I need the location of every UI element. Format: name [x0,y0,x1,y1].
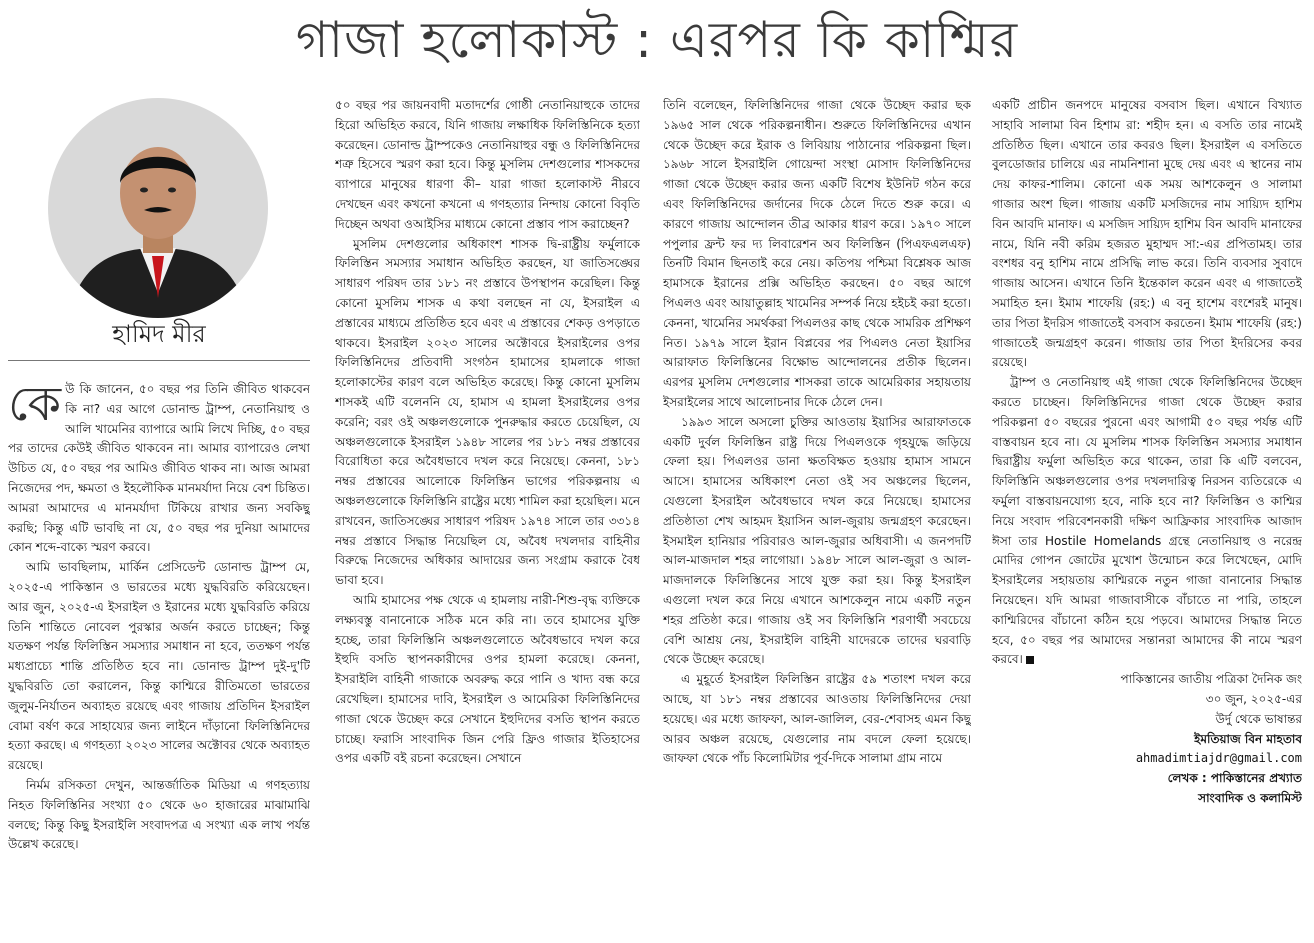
column-2 [335,96,640,940]
paragraph: ১৯৯৩ সালে অসলো চুক্তির আওতায় ইয়াসির আরাফাতকে একটি দুর্বল ফিলিস্তিন রাষ্ট্র দিয়ে পিএলওকে গৃহযুদ্ধে জড়িয়ে ফেলা হয়। পিএলওর ডানা ক্ষতবিক্ষত হওয়ায় হামাস সামনে আসে। হামাসের অধিকাংশ নেতা ওই সব অঞ্চলের ছিলেন, যেগুলো ইসরাইল অবৈধভাবে দখল করে নিয়েছে। হামাসের প্রতিষ্ঠাতা শেখ আহমদ ইয়াসিন আল-জুরায় জন্মগ্রহণ করেছেন। ইসমাইল হানিয়ার পরিবারও আল-জুরার অধিবাসী। এ জনপদটি আল-মাজদাল শহর লাগোয়া। ১৯৪৮ সালে আল-জুরা ও আল-মাজদালকে ফিলিস্তিনের সাথে যুক্ত করা হয়। কিন্তু ইসরাইল এগুলো দখল করে নিয়ে এখানে আশকেলুন নামে একটি নতুন শহর প্রতিষ্ঠা করে। গাজায় ওই সব ফিলিস্তিনি শরণার্থী সবচেয়ে বেশি আশ্রয় নেয়, ইসরাইলি বাহিনী যাদেরকে তাদের ঘরবাড়ি থেকে উচ্ছেদ করেছে। [663,414,971,667]
headline: গাজা হলোকাস্ট : এরপর কি কাশ্মির [295,11,1019,69]
author-description-2: সাংবাদিক ও কলামিস্ট [1198,790,1302,805]
paragraph: নির্মম রসিকতা দেখুন, আন্তর্জাতিক মিডিয়া এ গণহত্যায় নিহত ফিলিস্তিনির সংখ্যা ৫০ থেকে ৬০ হাজারের মাঝামাঝি বলছে; কিন্তু কিছু ইসরাইলি সংবাদপত্র এ সংখ্যা এক লাখ পর্যন্ত উল্লেখ করেছে। [8,777,310,852]
paragraph: তিনি বলেছেন, ফিলিস্তিনিদের গাজা থেকে উচ্ছেদ করার ছক ১৯৬৫ সাল থেকে পরিকল্পনাধীন। শুরুতে ফিলিস্তিনিদের এখান থেকে উচ্ছেদ করে ইরাক ও লিবিয়ায় পাঠানোর পরিকল্পনা ছিল। ১৯৬৮ সালে ইসরাইলি গোয়েন্দা সংস্থা মোসাদ ফিলিস্তিনিদের গাজা থেকে উচ্ছেদ করার জন্য একটি বিশেষ ইউনিট গঠন করে এবং ফিলিস্তিনিদের জর্দানের দিকে ঠেলে দিতে শুরু করে। এ কারণে গাজায় আন্দোলন তীব্র আকার ধারণ করে। ১৯৭০ সালে পপুলার ফ্রন্ট ফর দ্য লিবারেশন অব ফিলিস্তিন (পিএফএলএফ) তিনটি বিমান ছিনতাই করে নেয়। কতিপয় পশ্চিমা বিশ্লেষক আজ হামাসকে ইরানের প্রক্সি অভিহিত করছেন। ৫০ বছর আগে পিএলও এবং আয়াতুল্লাহ খামেনির সম্পর্ক নিয়ে হইচই করা হতো। কেননা, খামেনির সমর্থকরা পিএলওর কাছ থেকে সামরিক প্রশিক্ষণ নিত। ১৯৭৯ সালে ইরান বিপ্লবের পর পিএলও নেতা ইয়াসির আরাফাত ফিলিস্তিনের বিক্ষোভ আন্দোলনের প্রতীক ছিলেন। এরপর মুসলিম দেশগুলোর শাসকরা তাকে আমেরিকার সহায়তায় ইসরাইলের সাথে আলোচনার দিকে ঠেলে দেন। [663,98,971,409]
paragraph: মুসলিম দেশগুলোর অধিকাংশ শাসক দ্বি-রাষ্ট্রীয় ফর্মুলাকে ফিলিস্তিন সমস্যার সমাধান অভিহিত করছেন, যা জাতিসঙ্ঘের সাধারণ পরিষদ তার ১৮১ নং প্রস্তাবে উপস্থাপন করেছিল। কিন্তু কোনো মুসলিম শাসক এ কথা বলছেন না যে, ইসরাইল এ প্রস্তাবের মাধ্যমে প্রতিষ্ঠিত হবে এবং এ প্রস্তাবের শেকড় ওপড়াতে থাকবে। ইসরাইল ২০২৩ সালের অক্টোবরে ইসরাইলের ওপর ফিলিস্তিনিদের প্রতিবাদী সংগঠন হামাসের হামলাকে গাজা হলোকাস্টের কারণ বলে অভিহিত করেছে। কিন্তু কোনো মুসলিম শাসকই এটি বলেননি যে, হামাস এ হামলা ইসরাইলের ওপর করেনি; বরং ওই অঞ্চলগুলোকে পুনরুদ্ধার করতে চেয়েছিল, যে অঞ্চলগুলোকে ইসরাইল ১৯৪৮ সালের পর ১৮১ নম্বর প্রস্তাবের বিরোধিতা করে অবৈধভাবে দখল করে নিয়েছে। কেননা, ১৮১ নম্বর প্রস্তাবের আলোকে ফিলিস্তিন ভাগের পরিকল্পনায় এ অঞ্চলগুলোকে ফিলিস্তিনি রাষ্ট্রের মধ্যে শামিল করা হয়েছিল। মনে রাখবেন, জাতিসঙ্ঘের সাধারণ পরিষদ ১৯৭৪ সালে তার ৩৩১৪ নম্বর প্রস্তাবে সিদ্ধান্ত নিয়েছিল যে, অবৈধ দখলদার বাহিনীর বিরুদ্ধে নিজেদের অধিকার আদায়ের জন্য সংগ্রাম করাকে বৈধ ভাবা হবে। [335,236,640,588]
column-3 [663,96,971,940]
end-mark-icon [1026,656,1034,664]
author-portrait [48,98,268,318]
author-description: লেখক : পাকিস্তানের প্রখ্যাত [1167,771,1302,786]
translator-name: ইমতিয়াজ বিন মাহতাব [1194,731,1302,746]
author-name: হামিদ মীর [112,320,206,348]
paragraph: আমি ভাবছিলাম, মার্কিন প্রেসিডেন্ট ডোনাল্ড ট্রাম্প মে, ২০২৫-এ পাকিস্তান ও ভারতের মধ্যে যুদ্ধবিরতি করিয়েছেন। আর জুন, ২০২৫-এ ইসরাইল ও ইরানের মধ্যে যুদ্ধবিরতি করিয়ে তিনি শান্তিতে নোবেল পুরস্কার অর্জন করতে চাচ্ছেন; কিন্তু যতক্ষণ পর্যন্ত ফিলিস্তিন সমস্যার সমাধান না হবে, ততক্ষণ পর্যন্ত মধ্যপ্রাচ্যে শান্তি প্রতিষ্ঠিত হবে না। ডোনাল্ড ট্রাম্প দুই-দু'টি যুদ্ধবিরতি তো করালেন, কিন্তু কাশ্মিরে রীতিমতো ভারতের জুলুম-নির্যাতন অব্যাহত রয়েছে এবং গাজায় প্রতিদিন ইসরাইল বোমা বর্ষণ করে সাহায্যের জন্য লাইনে দাঁড়ানো ফিলিস্তিনিদের হত্যা করছে। এ গণহত্যা ২০২৩ সালের অক্টোবর থেকে অব্যাহত রয়েছে। [8,560,310,773]
source-date: ৩০ জুন, ২০২৫-এর [1205,691,1302,706]
paragraph: একটি প্রাচীন জনপদে মানুষের বসবাস ছিল। এখানে বিখ্যাত সাহাবি সালামা বিন হিশাম রা: শহীদ হন। এ বসতি তার নামেই প্রতিষ্ঠিত ছিল। এখানে তার কবরও ছিল। ইসরাইল এ বসতিতে বুলডোজার চালিয়ে এর নামনিশানা মুছে দেয় এবং এ স্থানের নাম দেয় কাফর-শালিম। কোনো এক সময় আশকেলুন ও সালামা গাজার অংশ ছিল। গাজায় একটি মসজিদের নাম সায়্যিদ হাশিম বিন আবদি মানাফ। এ মসজিদ সায়্যিদ হাশিম বিন আবদি মানাফের নামে, যিনি নবী করিম হজরত মুহাম্মদ সা:-এর প্রপিতামহ। তার বংশধর বনু হাশিম নামে প্রসিদ্ধি লাভ করে। তিনি ব্যবসার সুবাদে গাজায় আসেন। এখানে তিনি ইন্তেকাল করেন এবং এ গাজাতেই সমাহিত হন। ইমাম শাফেয়ি (রহ:) এ বনু হাশেম বংশেরই মানুষ। তার পিতা ইদরিস গাজাতেই বসবাস করতেন। ইমাম শাফেয়ি (রহ:) গাজাতেই জন্মগ্রহণ করেন। গাজায় তার পিতা ইদরিসের কবর রয়েছে। [992,98,1302,370]
translation-note: উর্দু থেকে ভাষান্তর [1215,711,1302,726]
drop-cap: কে [8,380,62,432]
divider [8,360,310,361]
source-credit: পাকিস্তানের জাতীয় পত্রিকা দৈনিক জং [1120,672,1302,687]
paragraph-text: ট্রাম্প ও নেতানিয়াহু এই গাজা থেকে ফিলিস্তিনিদের উচ্ছেদ করতে চাচ্ছেন। ফিলিস্তিনিদের গাজা থেকে উচ্ছেদ করার পরিকল্পনা ৫০ বছরের পুরনো এবং আগামী ৫০ বছর পর্যন্ত এটি বাস্তবায়ন হবে না। যে মুসলিম শাসক ফিলিস্তিন সমস্যার সমাধান দ্বিরাষ্ট্রীয় ফর্মুলা অভিহিত করে থাকেন, তারা কি এটি বলবেন, ফিলিস্তিনি অঞ্চলগুলোর ওপর দখলদারিত্ব নিরসন ব্যতিরেকে এ ফর্মুলা বাস্তবায়নযোগ্য হবে, নাকি হবে না? ফিলিস্তিন ও কাশ্মির নিয়ে সংবাদ পরিবেশনকারী দক্ষিণ আফ্রিকার সাংবাদিক আজাদ ঈসা তার Hostile Homelands গ্রন্থে নেতানিয়াহু ও নরেন্দ্র মোদির গোপন জোটের মুখোশ উন্মোচন করে লিখেছেন, মোদি ইসরাইলের সহায়তায় কাশ্মিরকে নতুন গাজা বানানোর সিদ্ধান্ত নিয়েছেন। যদি আমরা গাজাবাসীকে বাঁচাতে না পারি, তাহলে কাশ্মিরিদের বাঁচানো কঠিন হয়ে পড়বে। আমাদের সিদ্ধান্ত নিতে হবে, ৫০ বছর পর আমাদের সন্তানরা আমাদের কী নামে স্মরণ করবে। [992,375,1302,667]
column-1 [8,380,310,940]
paragraph: ৫০ বছর পর জায়নবাদী মতাদর্শের গোষ্ঠী নেতানিয়াহুকে তাদের হিরো অভিহিত করবে, যিনি গাজায় লক্ষাধিক ফিলিস্তিনিকে হত্যা করেছেন। ডোনাল্ড ট্রাম্পকেও নেতানিয়াহুর বন্ধু ও ফিলিস্তিনিদের শত্রু হিসেবে স্মরণ করা হবে। কিন্তু মুসলিম দেশগুলোর শাসকদের ব্যাপারে মানুষের ধারণা কী– যারা গাজা হলোকাস্ট নীরবে দেখছেন এবং কখনো কখনো এ গণহত্যার নিন্দায় কোনো বিবৃতি দিচ্ছেন অথবা ওআইসির মাধ্যমে কোনো প্রস্তাব পাস করাচ্ছেন? [335,98,640,231]
paragraph [992,373,1302,670]
column-4 [992,96,1302,940]
email-address: ahmadimtiajdr@gmail.com [1135,751,1302,766]
paragraph: আমি হামাসের পক্ষ থেকে এ হামলায় নারী-শিশু-বৃদ্ধ ব্যক্তিকে লক্ষ্যবস্তু বানানোকে সঠিক মনে করি না। তবে হামাসের যুক্তি হচ্ছে, তারা ফিলিস্তিনি অঞ্চলগুলোতে অবৈধভাবে দখল করে ইহুদি বসতি স্থাপনকারীদের ওপর হামলা করেছে। কেননা, ইসরাইলি বাহিনী গাজাকে অবরুদ্ধ করে পানি ও খাদ্য বন্ধ করে রেখেছিল। হামাসের দাবি, ইসরাইল ও আমেরিকা ফিলিস্তিনিদের গাজা থেকে উচ্ছেদ করে সেখানে ইহুদিদের বসতি স্থাপন করতে চাচ্ছে। ফরাসি সাংবাদিক জিন পেরি ফ্রিও গাজার ইতিহাসের ওপর একটি বই রচনা করেছেন। সেখানে [335,592,640,766]
paragraph: এ মুহূর্তে ইসরাইল ফিলিস্তিন রাষ্ট্রের ৫৯ শতাংশ দখল করে আছে, যা ১৮১ নম্বর প্রস্তাবের আওতায় ফিলিস্তিনিদের দেয়া হয়েছে। এর মধ্যে জাফফা, আল-জালিল, বের-শেবাসহ এমন কিছু আরব অঞ্চল রয়েছে, যেগুলোর নাম বদলে ফেলা হয়েছে। জাফফা থেকে পাঁচ কিলোমিটার পূর্ব-দিকে সালামা গ্রাম নামে [663,672,971,766]
paragraph: উ কি জানেন, ৫০ বছর পর তিনি জীবিত থাকবেন কি না? এর আগে ডোনাল্ড ট্রাম্প, নেতানিয়াহু ও আলি খামেনির ব্যাপারে আমি লিখে দিচ্ছি, ৫০ বছর পর তাদের কেউই জীবিত থাকবেন না। আমার ব্যাপারেও লেখা উচিত যে, ৫০ বছর পর আমিও জীবিত থাকব না। আজ আমরা নিজেদের পদ, ক্ষমতা ও ইহলৌকিক মানমর্যাদা নিয়ে বেশ চিন্তিত। আমরা আমাদের এ মানমর্যাদা টিকিয়ে রাখার জন্য সবকিছু করছি; কিন্তু এটি ভাবছি না যে, ৫০ বছর পর দুনিয়া আমাদের কোন শব্দে-বাক্যে স্মরণ করবে। [8,382,310,555]
